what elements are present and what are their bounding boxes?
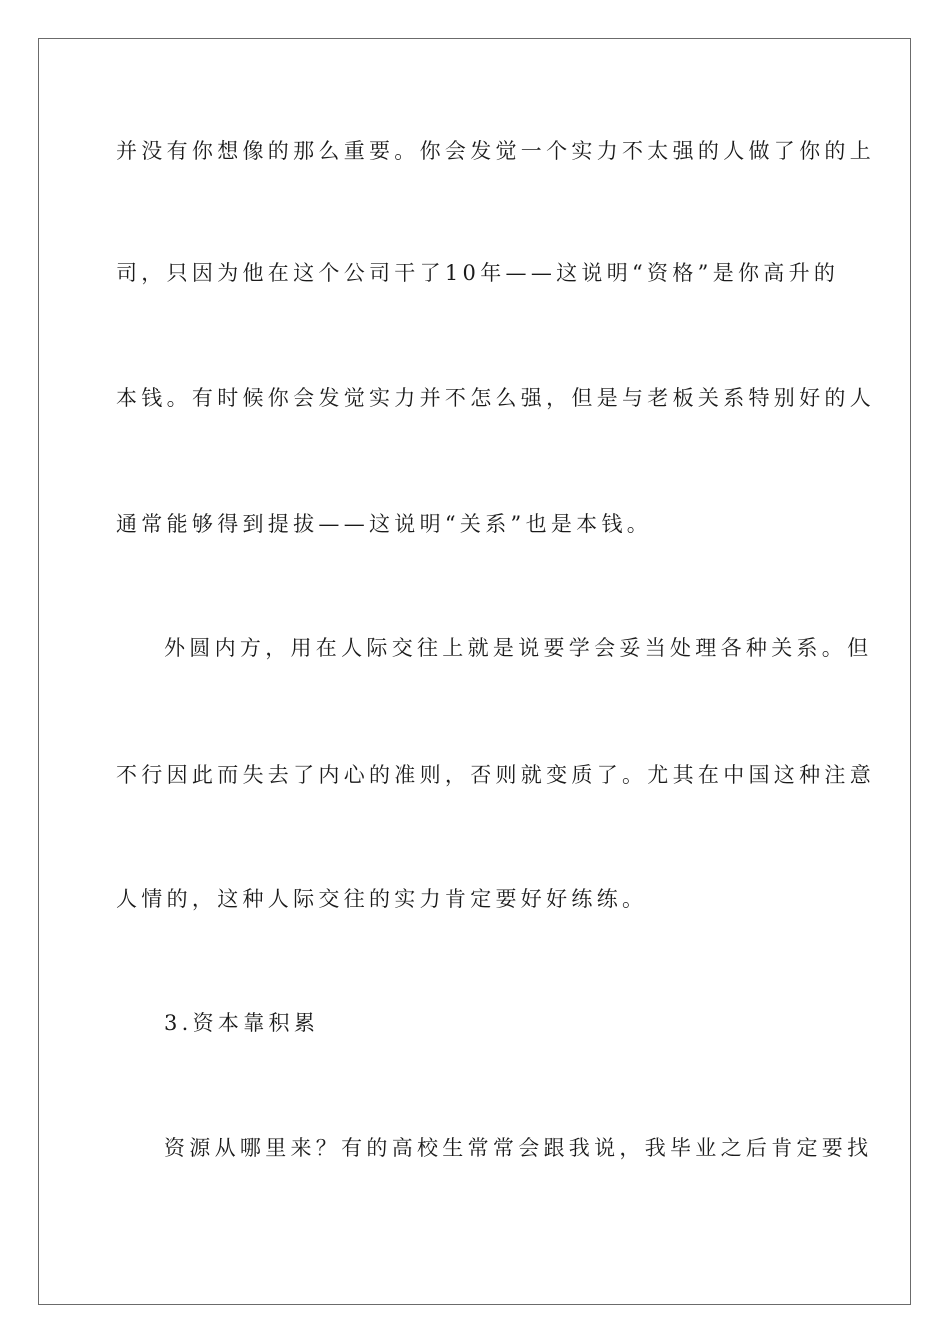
paragraph-line: 并没有你想像的那么重要。你会发觉一个实力不太强的人做了你的上 <box>116 139 875 163</box>
paragraph-line: 本钱。有时候你会发觉实力并不怎么强，但是与老板关系特别好的人 <box>116 386 875 410</box>
paragraph-line: 通常能够得到提拔——这说明“关系”也是本钱。 <box>116 512 653 536</box>
paragraph-line: 不行因此而失去了内心的准则，否则就变质了。尤其在中国这种注意 <box>116 763 875 787</box>
paragraph-line: 司，只因为他在这个公司干了10年——这说明“资格”是你高升的 <box>116 261 840 285</box>
paragraph-line: 人情的，这种人际交往的实力肯定要好好练练。 <box>116 887 648 911</box>
paragraph-line: 外圆内方，用在人际交往上就是说要学会妥当处理各种关系。但 <box>164 636 873 660</box>
page-frame <box>38 38 911 1305</box>
paragraph-line: 资源从哪里来？有的高校生常常会跟我说，我毕业之后肯定要找 <box>164 1136 873 1160</box>
section-heading: 3.资本靠积累 <box>164 1011 320 1035</box>
